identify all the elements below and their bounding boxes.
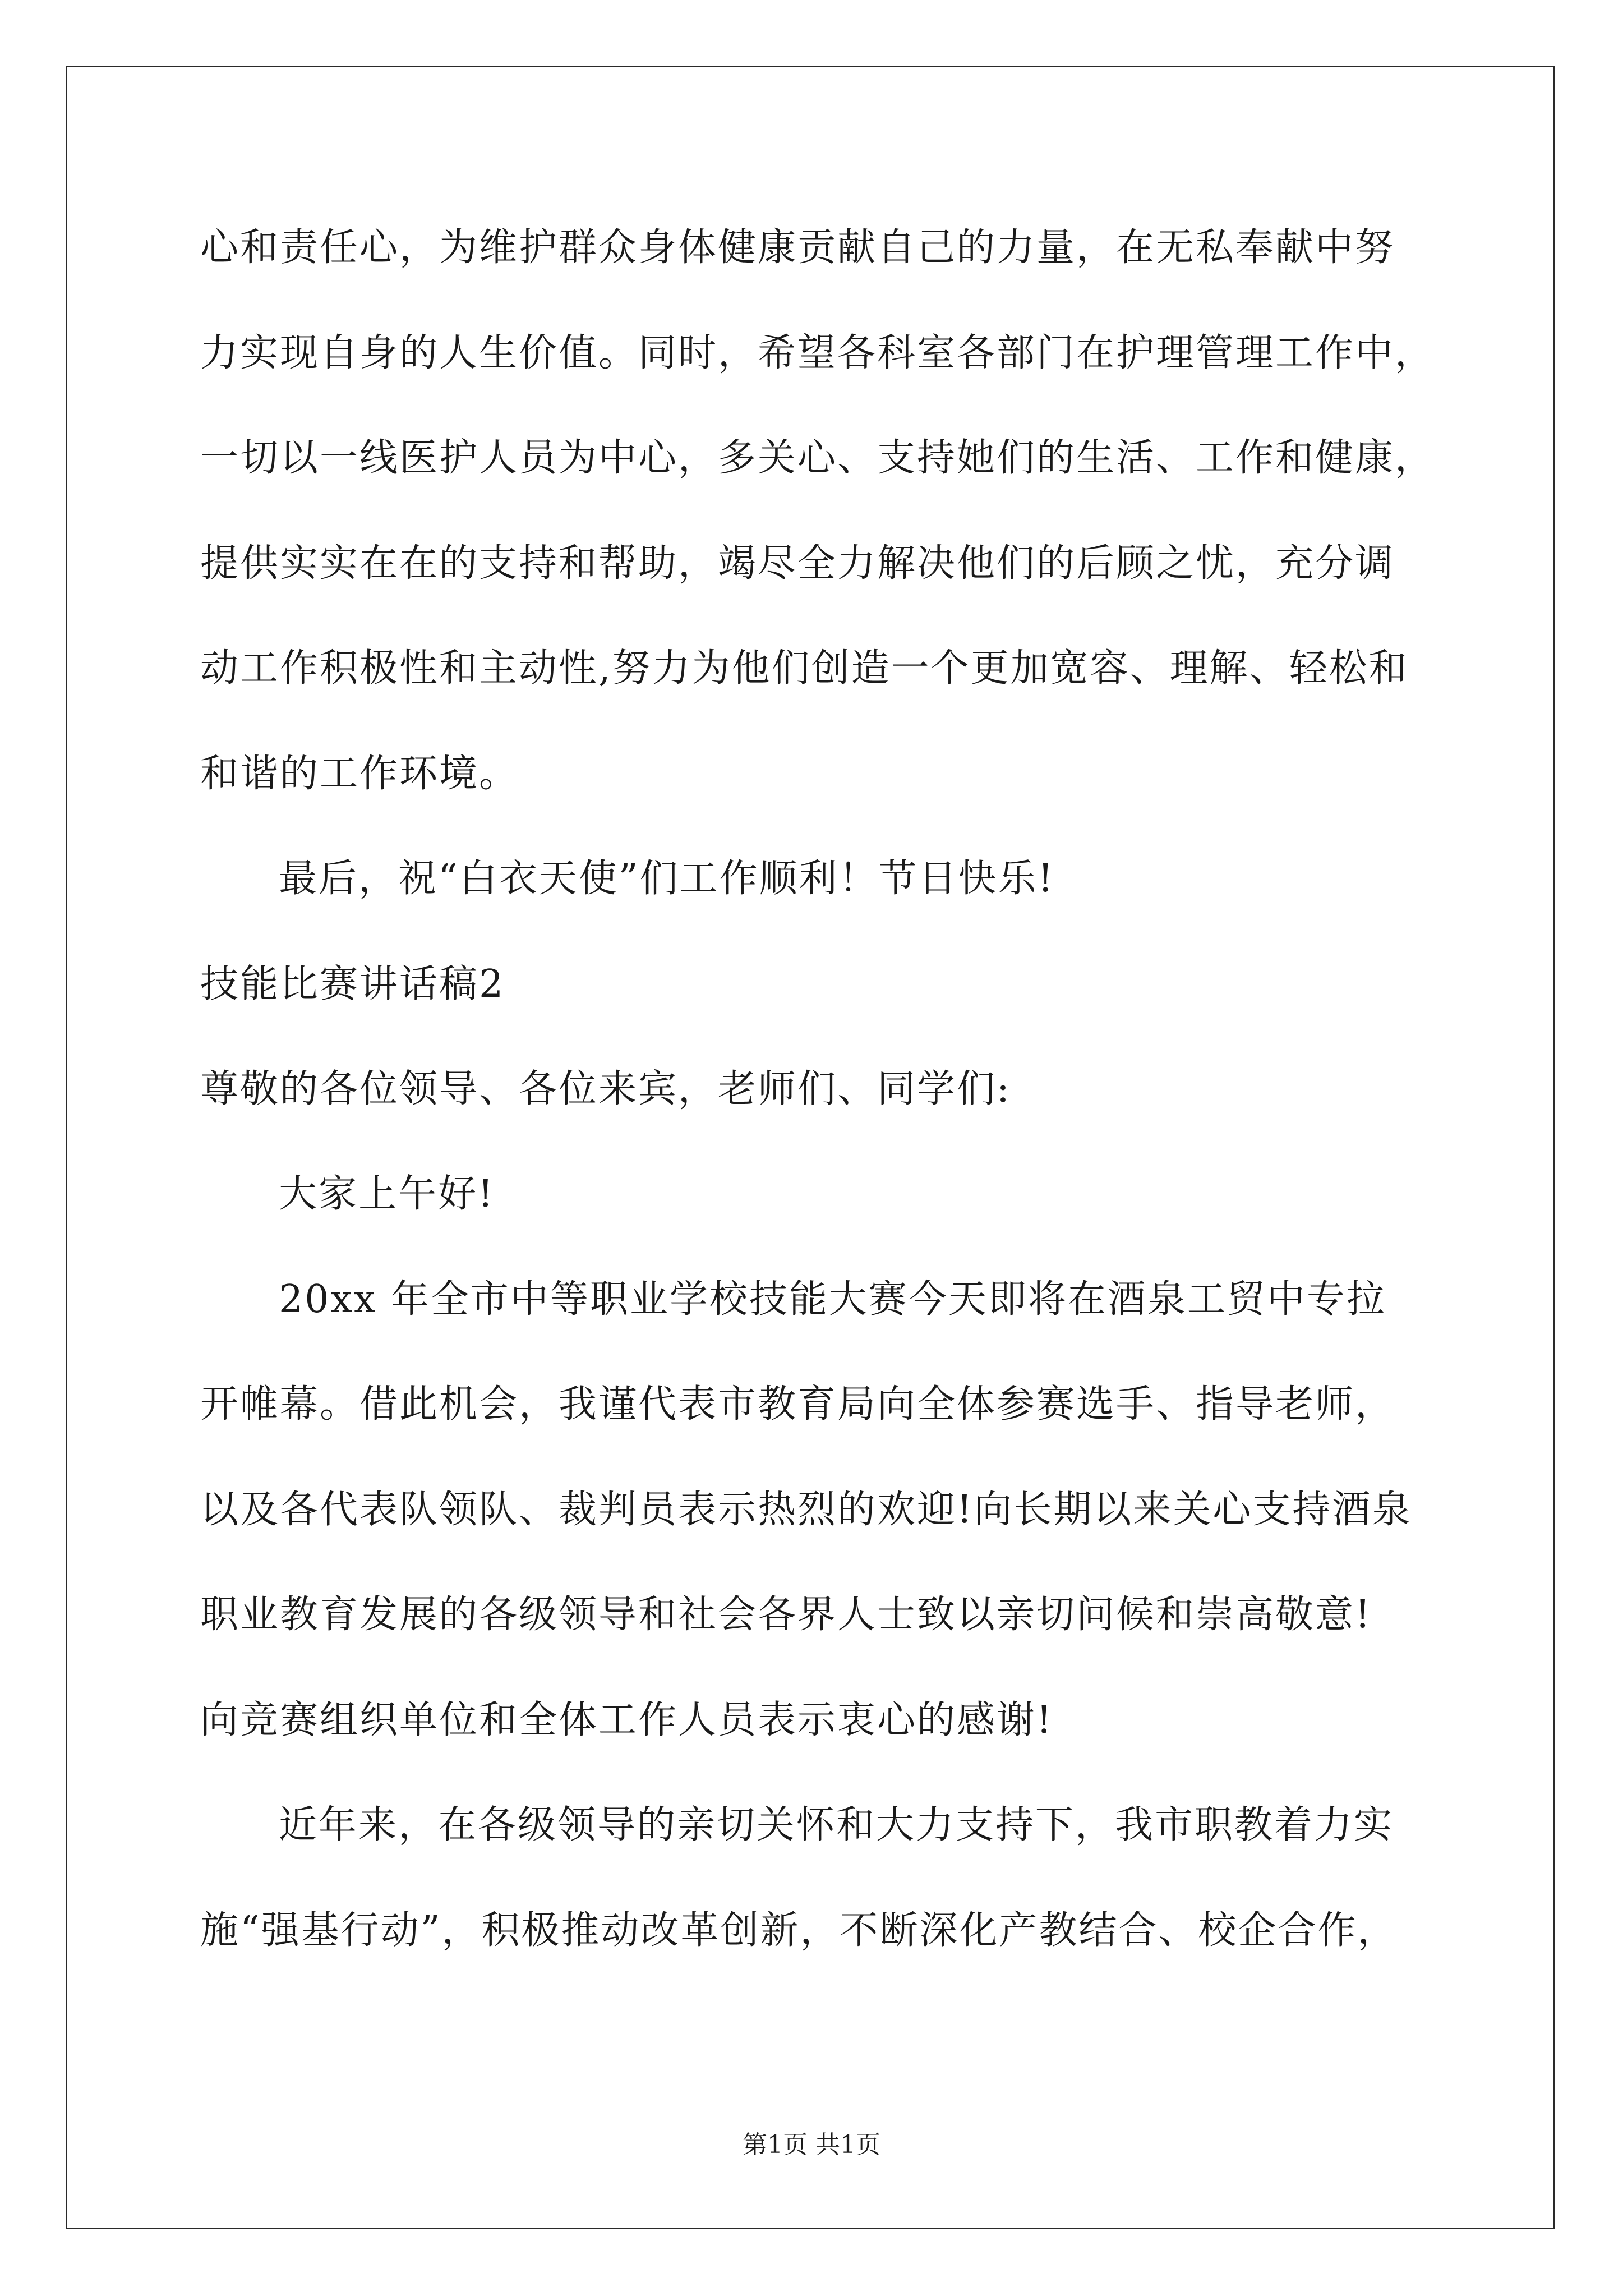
body-line-3: 一切以一线医护人员为中心，多关心、支持她们的生活、工作和健康， [200,436,1435,480]
section-title: 技能比赛讲话稿2 [200,962,505,1006]
body-line-11: 20xx 年全市中等职业学校技能大赛今天即将在酒泉工贸中专拉 [279,1277,1386,1322]
salutation: 尊敬的各位领导、各位来宾，老师们、同学们: [200,1067,1011,1111]
body-line-16: 近年来，在各级领导的亲切关怀和大力支持下，我市职教着力实 [279,1803,1394,1847]
page-number-footer: 第1页 共1页 [743,2131,880,2159]
body-line-13: 以及各代表队领队、裁判员表示热烈的欢迎!向长期以来关心支持酒泉 [200,1488,1412,1532]
body-line-12: 开帷幕。借此机会，我谨代表市教育局向全体参赛选手、指导老师， [200,1382,1395,1427]
body-line-2: 力实现自身的人生价值。同时，希望各科室各部门在护理管理工作中， [200,331,1435,375]
body-line-6: 和谐的工作环境。 [200,752,519,796]
body-line-1: 心和责任心，为维护群众身体健康贡献自己的力量，在无私奉献中努 [200,226,1395,270]
body-line-14: 职业教育发展的各级领导和社会各界人士致以亲切问候和崇高敬意! [200,1593,1372,1637]
body-line-17: 施“强基行动”，积极推动改革创新，不断深化产教结合、校企合作， [200,1908,1398,1953]
page-border [66,66,1555,2229]
greeting: 大家上午好! [279,1172,495,1216]
closing-wishes: 最后，祝“白衣天使”们工作顺利！节日快乐! [279,857,1055,901]
body-line-5: 动工作积极性和主动性,努力为他们创造一个更加宽容、理解、轻松和 [200,646,1409,691]
body-line-15: 向竞赛组织单位和全体工作人员表示衷心的感谢! [200,1698,1054,1742]
body-line-4: 提供实实在在的支持和帮助，竭尽全力解决他们的后顾之忧，充分调 [200,541,1395,586]
